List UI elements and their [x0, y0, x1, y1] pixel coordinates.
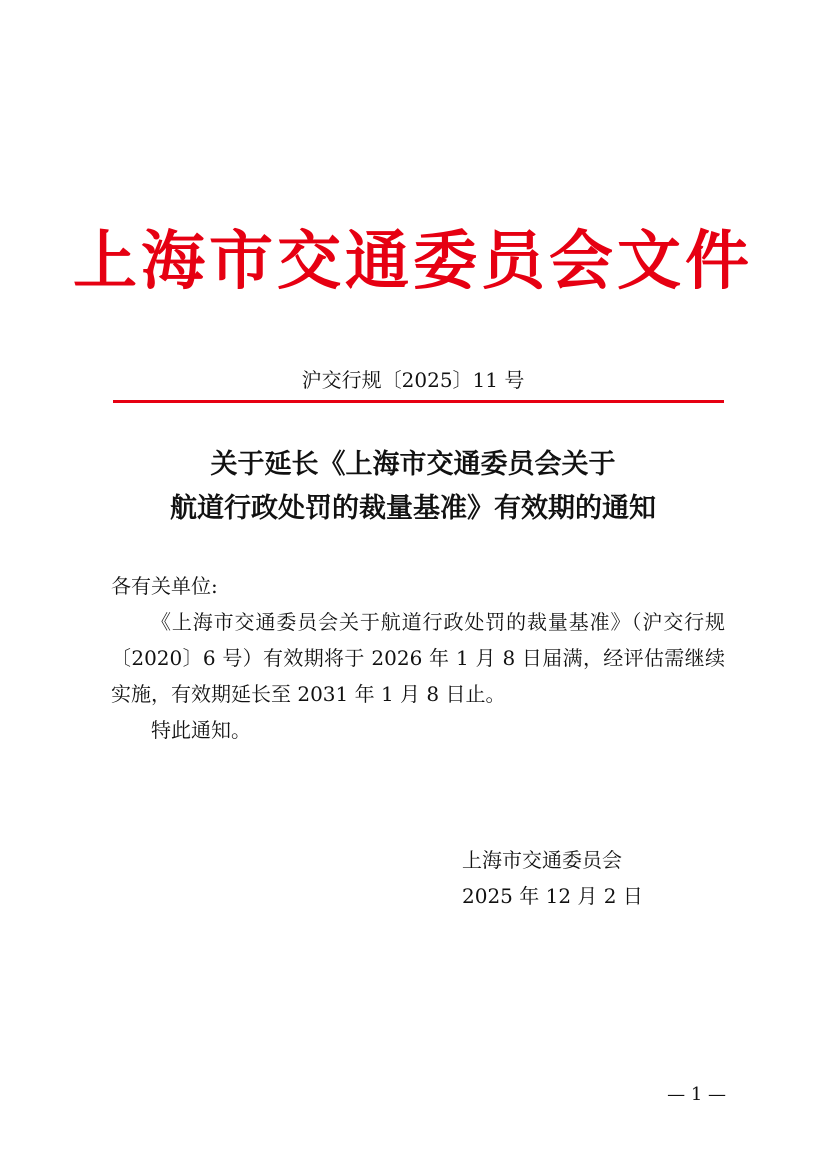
- body-paragraph: 《上海市交通委员会关于航道行政处罚的裁量基准》（沪交行规〔2020〕6 号）有效期将于 2026 年 1 月 8 日届满，经评估需继续实施，有效期延长至 2031 年 1 月 8 日止。: [111, 610, 725, 706]
- document-title: [0, 443, 826, 531]
- issuer-name: 上海市交通委员会: [462, 848, 622, 872]
- signature-block: [462, 842, 643, 914]
- document-number: 沪交行规〔2025〕11 号: [301, 368, 525, 392]
- document-title-line-2: 航道行政处罚的裁量基准》有效期的通知: [170, 493, 656, 524]
- page-number: — 1 —: [667, 1084, 726, 1105]
- document-masthead: 上海市交通委员会文件: [73, 224, 753, 299]
- salutation: 各有关单位:: [111, 574, 218, 598]
- document-title-line-1: 关于延长《上海市交通委员会关于: [210, 449, 616, 480]
- red-separator-line: [113, 400, 724, 403]
- issue-date: 2025 年 12 月 2 日: [462, 884, 643, 908]
- closing-remark: 特此通知。: [151, 718, 251, 742]
- document-body: [111, 568, 725, 748]
